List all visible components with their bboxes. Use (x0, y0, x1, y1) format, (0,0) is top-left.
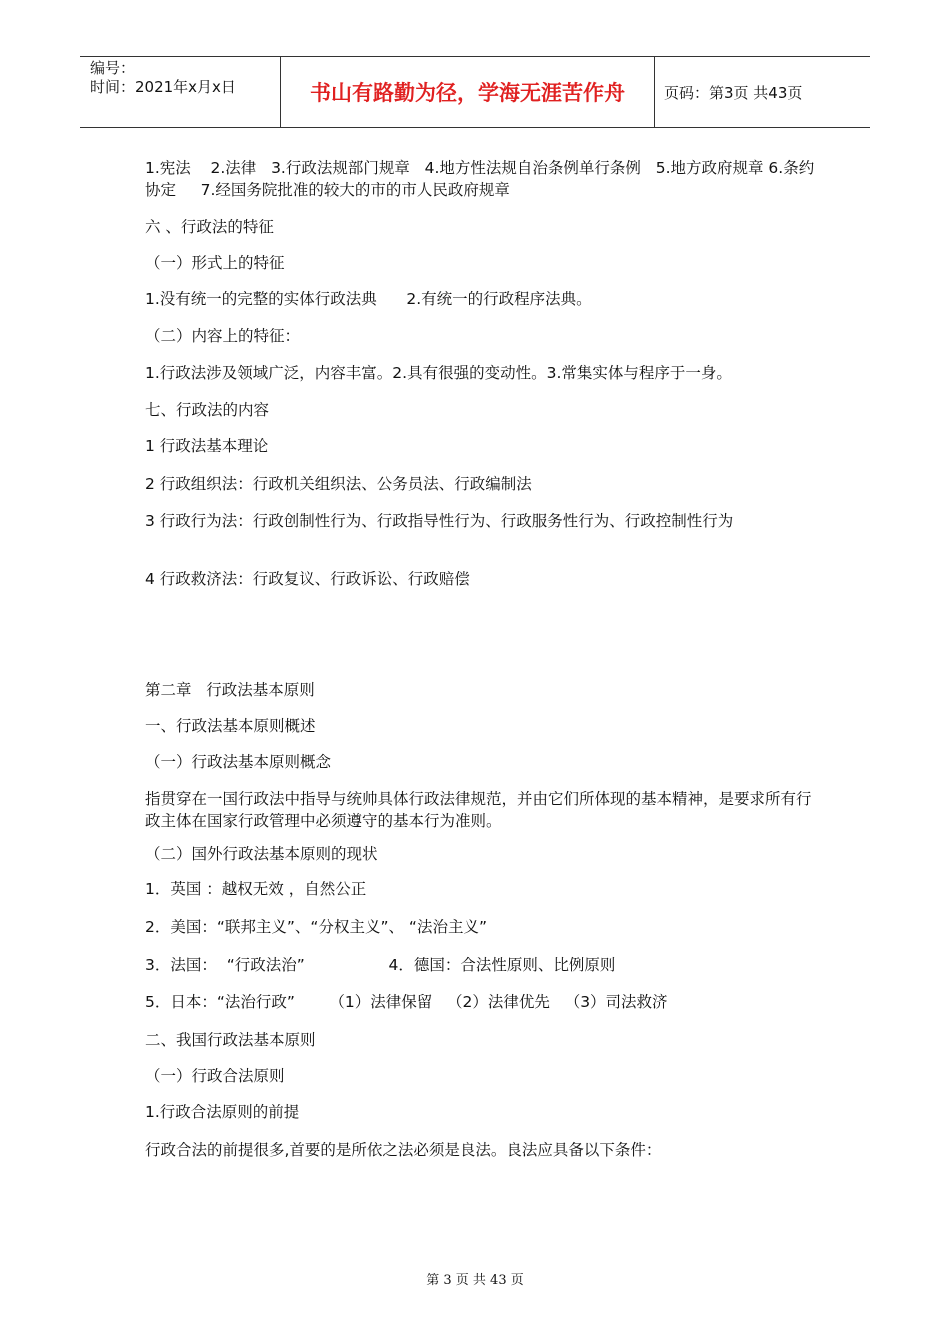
header-motto: 书山有路勤为径，学海无涯苦作舟 (310, 81, 625, 105)
list-item: 3 行政行为法：行政创制性行为、行政指导性行为、行政服务性行为、行政控制性行为 (145, 512, 734, 530)
subsection-heading: （一）行政法基本原则概念 (145, 753, 332, 771)
law-sources-list: 1.宪法 2.法律 3.行政法规部门规章 4.地方性法规自治条例单行条例 5.地方政府规章 6.条约协定 7.经国务院批准的较大的市的市人民政府规章 (145, 159, 815, 199)
list-item: 4 行政救济法：行政复议、行政诉讼、行政赔偿 (145, 570, 470, 588)
page-footer: 第 3 页 共 43 页 (426, 1273, 524, 1288)
list-item: 1 行政法基本理论 (145, 437, 269, 455)
header-page-label: 页码：第3页 共43页 (664, 83, 803, 102)
section-heading: 六 、行政法的特征 (145, 218, 274, 236)
section-heading: 七、行政法的内容 (145, 401, 270, 419)
list-item: 1．英国 ：越权无效 ，自然公正 (145, 880, 367, 898)
subsection-heading: （二）国外行政法基本原则的现状 (145, 845, 378, 863)
paragraph: 指贯穿在一国行政法中指导与统帅具体行政法律规范，并由它们所体现的基本精神，是要求所有行政主体在国家行政管理中必须遵守的基本行为准则。 (145, 790, 812, 830)
section-heading: 二、我国行政法基本原则 (145, 1031, 316, 1049)
subsection-heading: （一）形式上的特征 (145, 254, 285, 272)
list-item: 1.行政合法原则的前提 (145, 1103, 300, 1121)
list-item: 2 行政组织法：行政机关组织法、公务员法、行政编制法 (145, 475, 532, 493)
chapter-title: 第二章 行政法基本原则 (145, 681, 315, 699)
number-label: 编号： (90, 59, 136, 77)
list-item: 3．法国： “行政法治” 4．德国：合法性原则、比例原则 (145, 956, 616, 974)
list-item: 5．日本：“法治行政” （1）法律保留 （2）法律优先 （3）司法救济 (145, 993, 668, 1011)
header-divider (654, 57, 655, 127)
section-heading: 一、行政法基本原则概述 (145, 717, 316, 735)
subsection-heading: （一）行政合法原则 (145, 1067, 285, 1085)
list-item: 2．美国：“联邦主义”、“分权主义”、 “法治主义” (145, 918, 487, 936)
paragraph: 1.没有统一的完整的实体行政法典 2.有统一的行政程序法典。 (145, 290, 592, 308)
page-header (80, 56, 870, 128)
subsection-heading: （二）内容上的特征： (145, 327, 301, 345)
time-label: 时间：2021年x月x日 (90, 78, 236, 96)
paragraph: 1.行政法涉及领域广泛，内容丰富。2.具有很强的变动性。3.常集实体与程序于一身。 (145, 364, 732, 382)
paragraph: 行政合法的前提很多,首要的是所依之法必须是良法。良法应具备以下条件： (145, 1141, 662, 1159)
header-meta (90, 59, 280, 97)
